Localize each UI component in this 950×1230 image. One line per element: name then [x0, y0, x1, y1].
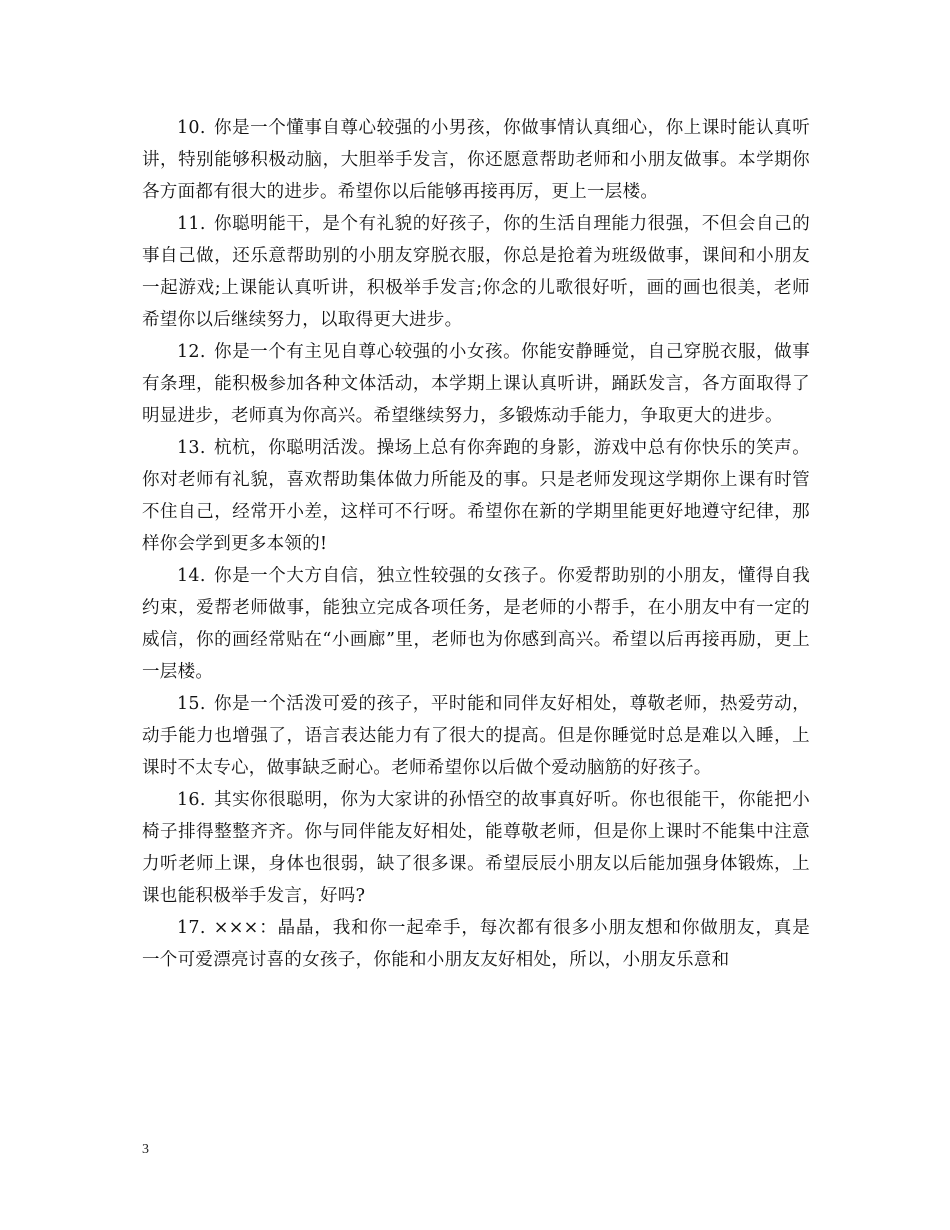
- comment-paragraph-10: [142, 112, 810, 208]
- paragraph-text: 你是一个懂事自尊心较强的小男孩，你做事情认真细心，你上课时能认真听讲，特别能够积极动脑，大胆举手发言，你还愿意帮助老师和小朋友做事。本学期你各方面都有很大的进步。希望你以后能够再接再厉，更上一层楼。: [142, 118, 810, 202]
- paragraph-number: 10.: [177, 118, 206, 138]
- comment-paragraph-15: [142, 688, 810, 784]
- paragraph-text: ×××：晶晶，我和你一起牵手，每次都有很多小朋友想和你做朋友，真是一个可爱漂亮讨喜的女孩子，你能和小朋友友好相处，所以，小朋友乐意和: [142, 918, 810, 970]
- page-number: 3: [142, 1142, 149, 1157]
- paragraph-text: 其实你很聪明，你为大家讲的孙悟空的故事真好听。你也很能干，你能把小椅子排得整整齐齐。你与同伴能友好相处，能尊敬老师，但是你上课时不能集中注意力听老师上课，身体也很弱，缺了很多课。希望辰辰小朋友以后能加强身体锻炼，上课也能积极举手发言，好吗?: [142, 790, 810, 906]
- comment-paragraph-13: [142, 432, 810, 560]
- paragraph-number: 13.: [177, 438, 206, 458]
- comment-paragraph-14: [142, 560, 810, 688]
- comment-paragraph-17: [142, 912, 810, 976]
- paragraph-text: 你是一个活泼可爱的孩子，平时能和同伴友好相处，尊敬老师，热爱劳动，动手能力也增强了，语言表达能力有了很大的提高。但是你睡觉时总是难以入睡，上课时不太专心，做事缺乏耐心。老师希望你以后做个爱动脑筋的好孩子。: [142, 694, 810, 778]
- paragraph-number: 16.: [177, 790, 206, 810]
- paragraph-text: 杭杭，你聪明活泼。操场上总有你奔跑的身影，游戏中总有你快乐的笑声。你对老师有礼貌，喜欢帮助集体做力所能及的事。只是老师发现这学期你上课有时管不住自己，经常开小差，这样可不行呀。希望你在新的学期里能更好地遵守纪律，那样你会学到更多本领的!: [142, 438, 810, 554]
- paragraph-text: 你聪明能干，是个有礼貌的好孩子，你的生活自理能力很强，不但会自己的事自己做，还乐意帮助别的小朋友穿脱衣服，你总是抢着为班级做事，课间和小朋友一起游戏;上课能认真听讲，积极举手发言;你念的儿歌很好听，画的画也很美，老师希望你以后继续努力，以取得更大进步。: [142, 214, 810, 330]
- comment-paragraph-12: [142, 336, 810, 432]
- comment-paragraph-16: [142, 784, 810, 912]
- paragraph-number: 12.: [177, 342, 206, 362]
- paragraph-text: 你是一个有主见自尊心较强的小女孩。你能安静睡觉，自己穿脱衣服，做事有条理，能积极参加各种文体活动，本学期上课认真听讲，踊跃发言，各方面取得了明显进步，老师真为你高兴。希望继续努力，多锻炼动手能力，争取更大的进步。: [142, 342, 810, 426]
- document-body: [142, 112, 810, 976]
- paragraph-text: 你是一个大方自信，独立性较强的女孩子。你爱帮助别的小朋友，懂得自我约束，爱帮老师做事，能独立完成各项任务，是老师的小帮手，在小朋友中有一定的威信，你的画经常贴在“小画廊”里，老师也为你感到高兴。希望以后再接再励，更上一层楼。: [142, 566, 810, 682]
- paragraph-number: 11.: [177, 214, 206, 234]
- paragraph-number: 14.: [177, 566, 206, 586]
- comment-paragraph-11: [142, 208, 810, 336]
- paragraph-number: 17.: [177, 918, 206, 938]
- paragraph-number: 15.: [177, 694, 206, 714]
